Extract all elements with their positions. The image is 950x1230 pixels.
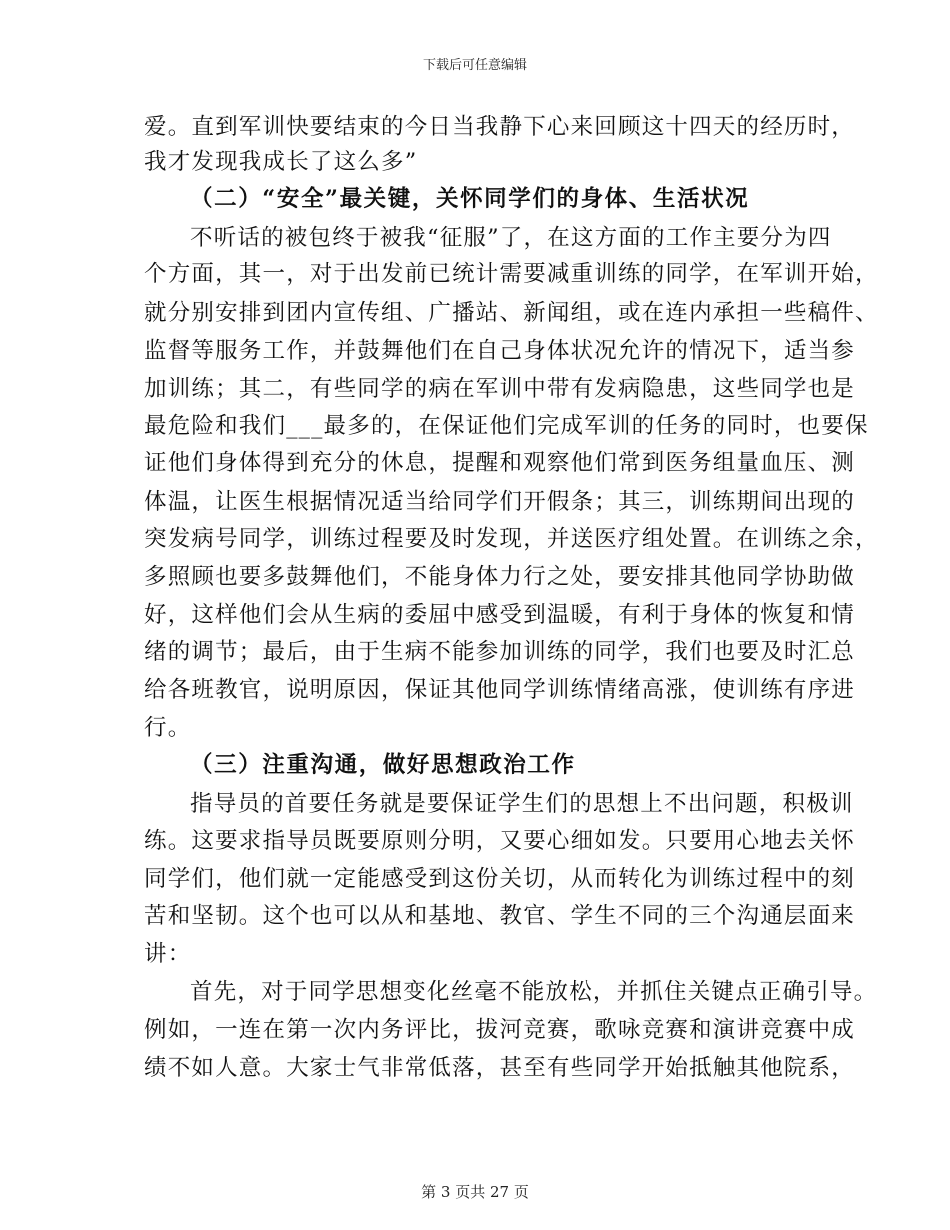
paragraph-line: 绩不如人意。大家士气非常低落，甚至有些同学开始抵触其他院系，	[144, 1055, 856, 1081]
paragraph-line: 我才发现我成长了这么多”	[144, 149, 418, 175]
paragraph-line: 例如，一连在第一次内务评比，拔河竞赛，歌咏竞赛和演讲竞赛中成	[144, 1017, 856, 1043]
paragraph-line: 监督等服务工作，并鼓舞他们在自己身体状况允许的情况下，适当参	[144, 338, 856, 364]
paragraph-line: 就分别安排到团内宣传组、广播站、新闻组，或在连内承担一些稿件、	[144, 300, 879, 326]
paragraph-line: 加训练；其二，有些同学的病在军训中带有发病隐患，这些同学也是	[144, 376, 856, 402]
page-footer: 第 3 页共 27 页	[421, 1183, 529, 1201]
paragraph-line: 不听话的被包终于被我“征服”了，在这方面的工作主要分为四	[190, 225, 832, 251]
paragraph-line: 最危险和我们___最多的，在保证他们完成军训的任务的同时，也要保	[144, 413, 869, 439]
paragraph-line: 练。这要求指导员既要原则分明，又要心细如发。只要用心地去关怀	[144, 828, 856, 854]
paragraph-line: 爱。直到军训快要结束的今日当我静下心来回顾这十四天的经历时，	[144, 114, 856, 140]
paragraph-line: 多照顾也要多鼓舞他们，不能身体力行之处，要安排其他同学协助做	[144, 564, 856, 590]
paragraph-line: 体温，让医生根据情况适当给同学们开假条；其三，训练期间出现的	[144, 489, 856, 515]
paragraph-line: 绪的调节；最后，由于生病不能参加训练的同学，我们也要及时汇总	[144, 639, 856, 665]
paragraph-line: 好，这样他们会从生病的委屈中感受到温暖，有利于身体的恢复和情	[144, 602, 856, 628]
paragraph-line: 首先，对于同学思想变化丝毫不能放松，并抓住关键点正确引导。	[190, 979, 878, 1005]
paragraph-line: 行。	[144, 715, 192, 741]
page-header: 下载后可任意编辑	[422, 58, 527, 73]
section-heading: （三）注重沟通，做好思想政治工作	[190, 752, 576, 778]
paragraph-line: 证他们身体得到充分的休息，提醒和观察他们常到医务组量血压、测	[144, 450, 856, 476]
paragraph-line: 个方面，其一，对于出发前已统计需要减重训练的同学，在军训开始，	[144, 261, 879, 287]
paragraph-line: 苦和坚韧。这个也可以从和基地、教官、学生不同的三个沟通层面来	[144, 903, 856, 929]
paragraph-line: 指导员的首要任务就是要保证学生们的思想上不出问题，积极训	[190, 791, 854, 817]
paragraph-line: 突发病号同学，训练过程要及时发现，并送医疗组处置。在训练之余，	[144, 526, 879, 552]
section-heading: （二）“安全”最关键，关怀同学们的身体、生活状况	[190, 186, 750, 212]
paragraph-line: 给各班教官，说明原因，保证其他同学训练情绪高涨，使训练有序进	[144, 677, 856, 703]
paragraph-line: 讲：	[144, 941, 192, 967]
paragraph-line: 同学们，他们就一定能感受到这份关切，从而转化为训练过程中的刻	[144, 866, 856, 892]
